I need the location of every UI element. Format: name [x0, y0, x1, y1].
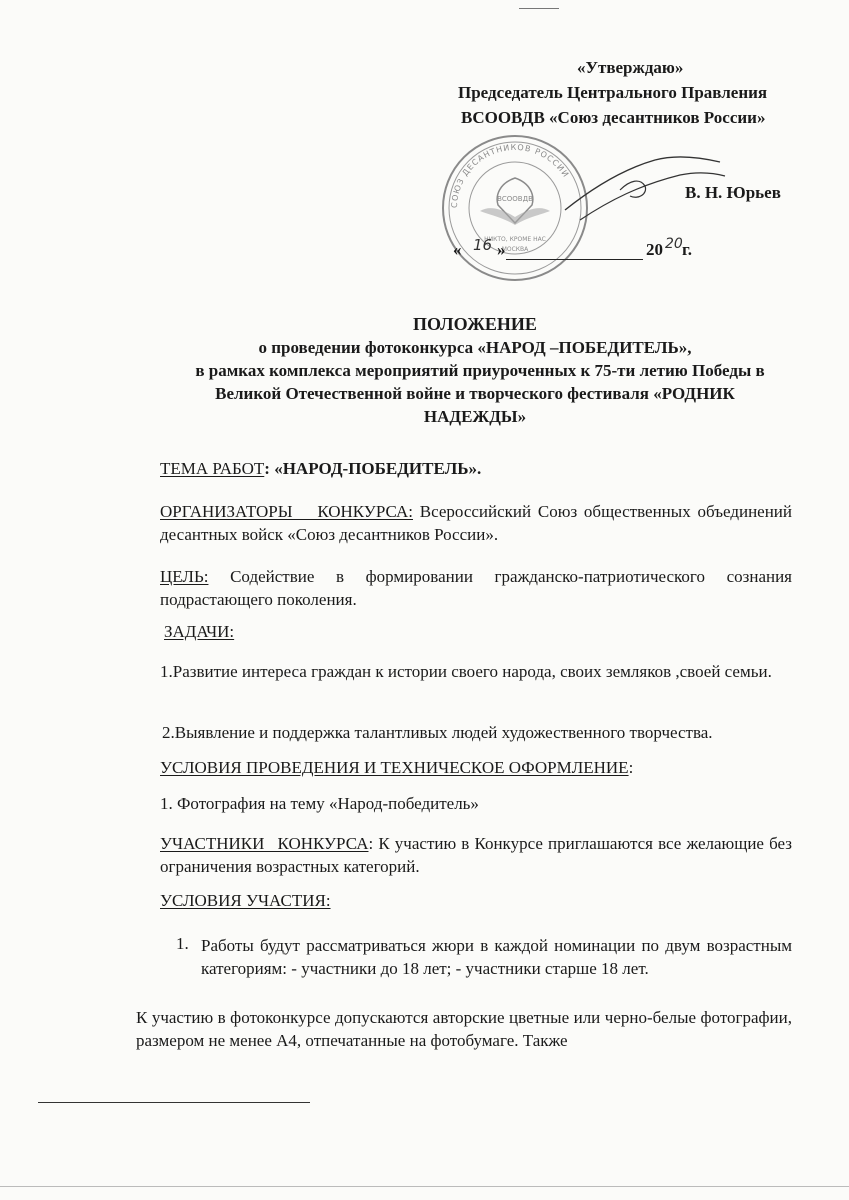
- date-close-quote: »: [497, 240, 506, 259]
- participation-item-1: Работы будут рассматриваться жюри в каждой номинации по двум возрастным категориям: - участники до 18 лет; - участники старше 18 лет.: [201, 936, 792, 978]
- subtitle-line1: о проведении фотоконкурса «НАРОД –ПОБЕДИТЕЛЬ»,: [258, 338, 692, 357]
- date-year-prefix: 20: [646, 240, 663, 259]
- condition-1: 1. Фотография на тему «Народ-победитель»: [160, 794, 479, 813]
- approval-position-line1: Председатель Центрального Правления: [458, 83, 768, 102]
- date-month-line: [506, 259, 643, 260]
- document-title: ПОЛОЖЕНИЕ: [413, 314, 537, 334]
- organizers-label: ОРГАНИЗАТОРЫ КОНКУРСА:: [160, 502, 413, 521]
- goal-value: Содействие в формировании гражданско-патриотического сознания подрастающего поколения.: [160, 567, 793, 609]
- participants-paragraph: [160, 832, 792, 878]
- date-open-quote: «: [453, 240, 462, 259]
- approval-heading: «Утверждаю»: [577, 58, 684, 77]
- goal-label: ЦЕЛЬ:: [160, 567, 209, 586]
- date-year-handwritten: 20: [665, 236, 683, 252]
- conditions-label: УСЛОВИЯ ПРОВЕДЕНИЯ И ТЕХНИЧЕСКОЕ ОФОРМЛЕНИЕ: [160, 758, 629, 777]
- theme-label: ТЕМА РАБОТ: [160, 459, 265, 478]
- tasks-heading: [164, 622, 234, 642]
- subtitle-line4: НАДЕЖДЫ»: [423, 407, 527, 426]
- seal-center-text: ВСООВДВ: [497, 195, 533, 203]
- task-2: 2.Выявление и поддержка талантливых людей художественного творчества.: [162, 723, 713, 742]
- seal-city: МОСКВА: [501, 246, 529, 253]
- date-suffix: г.: [682, 240, 693, 259]
- wings-emblem-icon: [480, 208, 550, 225]
- approver-name: В. Н. Юрьев: [685, 183, 781, 202]
- participants-value: : К участию в Конкурсе приглашаются все желающие без ограничения возрастных категорий.: [160, 834, 792, 876]
- theme-value: : «НАРОД-ПОБЕДИТЕЛЬ».: [264, 459, 482, 478]
- subtitle-line2: в рамках комплекса мероприятий приуроченных к 75-ти летию Победы в: [195, 361, 765, 380]
- theme-line: [160, 459, 481, 479]
- subtitle-line3: Великой Отечественной войне и творческого фестиваля «РОДНИК: [215, 384, 735, 403]
- goal-paragraph: [160, 565, 792, 611]
- task-1: 1.Развитие интереса граждан к истории своего народа, своих земляков ,своей семьи.: [160, 662, 772, 681]
- footnote-separator: [38, 1102, 310, 1103]
- page-bottom-edge: [0, 1186, 849, 1187]
- organizers-value: Всероссийский Союз общественных объединений десантных войск «Союз десантников России».: [160, 502, 793, 544]
- conditions-colon: :: [628, 758, 634, 777]
- participation-item-number: 1.: [176, 934, 189, 953]
- date-day-handwritten: 16: [473, 236, 493, 254]
- admission-paragraph: К участию в фотоконкурсе допускаются авторские цветные или черно-белые фотографии, размером не менее А4, отпечатанные на фотобумаге. Также: [136, 1008, 792, 1050]
- tasks-label: ЗАДАЧИ:: [164, 622, 235, 641]
- conditions-heading: [160, 758, 633, 778]
- participation-heading: [160, 891, 331, 911]
- approval-position-line2: ВСООВДВ «Союз десантников России»: [461, 108, 766, 127]
- participation-label: УСЛОВИЯ УЧАСТИЯ:: [160, 891, 331, 910]
- top-margin-mark: [519, 0, 559, 9]
- participants-label: УЧАСТНИКИ КОНКУРСА: [160, 834, 369, 853]
- seal-ring-text: СОЮЗ ДЕСАНТНИКОВ РОССИИ: [449, 142, 571, 209]
- organizers-paragraph: [160, 500, 792, 546]
- seal-motto: НИКТО, КРОМЕ НАС: [484, 236, 546, 243]
